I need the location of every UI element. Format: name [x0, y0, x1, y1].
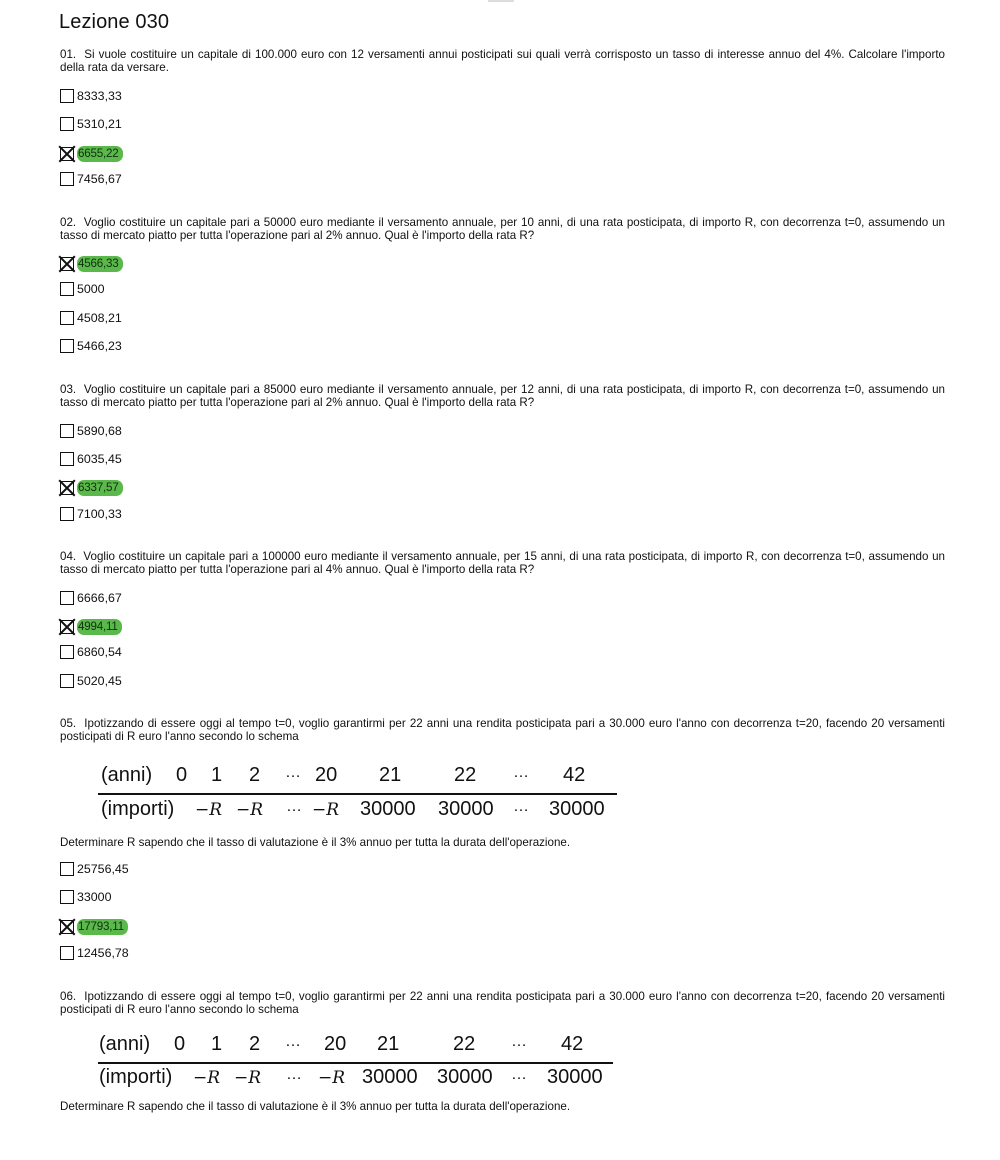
schema-cell: …	[511, 1033, 527, 1050]
question-3-text: 03. Voglio costituire un capitale pari a 85000 euro mediante il versamento annuale, per 12 anni, di una rata posticipata, di importo R, con decorrenza t=0, assumendo un tasso di mercato piatto per tutta l'operazione pari al 2% annuo. Qual è l'importo della rata R?	[60, 383, 945, 409]
schema-cell: 2	[249, 764, 261, 786]
correct-answer-highlight: 17793,11	[77, 919, 128, 935]
question-3-option-4[interactable]: 7100,33	[60, 506, 122, 522]
question-5-instruction: Determinare R sapendo che il tasso di valutazione è il 3% annuo per tutta la durata dell'operazione.	[60, 836, 571, 849]
question-1-option-2[interactable]: 5310,21	[60, 116, 122, 132]
schema-cell: 42	[561, 1033, 584, 1055]
schema-cell: −R	[312, 800, 340, 820]
question-5-option-2[interactable]: 33000	[60, 889, 111, 905]
schema-label: (anni)	[99, 1033, 151, 1055]
question-1-option-1[interactable]: 8333,33	[60, 88, 122, 104]
checkbox[interactable]	[60, 862, 74, 876]
question-2-option-3[interactable]: 4508,21	[60, 310, 122, 326]
question-6-instruction: Determinare R sapendo che il tasso di valutazione è il 3% annuo per tutta la durata dell'operazione.	[60, 1100, 571, 1113]
question-1-option-3[interactable]	[60, 146, 123, 162]
schema-divider	[98, 1062, 613, 1064]
question-4-text: 04. Voglio costituire un capitale pari a 100000 euro mediante il versamento annuale, per 15 anni, di una rata posticipata, di importo R, con decorrenza t=0, assumendo un tasso di mercato piatto per tutta l'operazione pari al 4% annuo. Qual è l'importo della rata R?	[60, 550, 945, 576]
schema-cell: …	[513, 798, 529, 815]
schema-cell: −R	[193, 1068, 221, 1088]
checkbox[interactable]	[60, 591, 74, 605]
top-mark	[488, 0, 514, 2]
question-1-option-4[interactable]: 7456,67	[60, 171, 122, 187]
question-6-text: 06. Ipotizzando di essere oggi al tempo t=0, voglio garantirmi per 22 anni una rendita posticipata pari a 30.000 euro l'anno con decorrenza t=20, facendo 20 versamenti posticipati di R euro l'anno secondo lo schema	[60, 990, 945, 1016]
correct-answer-highlight: 4994,11	[77, 619, 122, 635]
schema-cell: …	[285, 764, 301, 781]
question-2-text: 02. Voglio costituire un capitale pari a 50000 euro mediante il versamento annuale, per 10 anni, di una rata posticipata, di importo R, con decorrenza t=0, assumendo un tasso di mercato piatto per tutta l'operazione pari al 2% annuo. Qual è l'importo della rata R?	[60, 216, 945, 242]
schema-cell: 30000	[360, 798, 416, 820]
question-4-option-1[interactable]: 6666,67	[60, 590, 122, 606]
schema-cell: …	[286, 1066, 302, 1083]
correct-answer-highlight: 6655,22	[77, 146, 123, 162]
checked-checkbox[interactable]	[60, 257, 74, 271]
checkbox[interactable]	[60, 452, 74, 466]
schema-cell: 21	[379, 764, 402, 786]
question-5-text: 05. Ipotizzando di essere oggi al tempo t=0, voglio garantirmi per 22 anni una rendita posticipata pari a 30.000 euro l'anno con decorrenza t=20, facendo 20 versamenti posticipati di R euro l'anno secondo lo schema	[60, 717, 945, 743]
schema-cell: 42	[563, 764, 586, 786]
schema-label: (anni)	[101, 764, 153, 786]
schema-cell: 30000	[547, 1066, 603, 1088]
checkbox[interactable]	[60, 645, 74, 659]
schema-cell: 21	[377, 1033, 400, 1055]
checkbox[interactable]	[60, 890, 74, 904]
checkbox[interactable]	[60, 507, 74, 521]
checkbox[interactable]	[60, 117, 74, 131]
schema-label: (importi)	[101, 798, 175, 820]
question-4-option-2[interactable]	[60, 619, 122, 635]
page-title: Lezione 030	[59, 11, 170, 33]
schema-cell: …	[513, 764, 529, 781]
schema-label: (importi)	[99, 1066, 173, 1088]
checked-checkbox[interactable]	[60, 147, 74, 161]
schema-cell: 30000	[437, 1066, 493, 1088]
schema-cell: …	[286, 798, 302, 815]
checked-checkbox[interactable]	[60, 620, 74, 634]
schema-cell: −R	[318, 1068, 346, 1088]
schema-cell: 22	[453, 1033, 476, 1055]
correct-answer-highlight: 4566,33	[77, 256, 123, 272]
schema-cell: 1	[211, 1033, 223, 1055]
checkbox[interactable]	[60, 674, 74, 688]
question-3-option-3[interactable]	[60, 480, 123, 496]
correct-answer-highlight: 6337,57	[77, 480, 123, 496]
checkbox[interactable]	[60, 339, 74, 353]
schema-cell: 30000	[362, 1066, 418, 1088]
question-1-text: 01. Si vuole costituire un capitale di 100.000 euro con 12 versamenti annui posticipati sui quali verrà corrisposto un tasso di interesse annuo del 4%. Calcolare l'importo della rata da versare.	[60, 48, 945, 74]
checkbox[interactable]	[60, 172, 74, 186]
question-5-option-4[interactable]: 12456,78	[60, 945, 129, 961]
question-3-option-1[interactable]: 5890,68	[60, 423, 122, 439]
schema-cell: −R	[234, 1068, 262, 1088]
question-2-option-2[interactable]: 5000	[60, 281, 105, 297]
question-5-option-1[interactable]: 25756,45	[60, 861, 129, 877]
checkbox[interactable]	[60, 282, 74, 296]
schema-cell: 30000	[438, 798, 494, 820]
checkbox[interactable]	[60, 424, 74, 438]
checkbox[interactable]	[60, 89, 74, 103]
checked-checkbox[interactable]	[60, 481, 74, 495]
payment-schema-2	[98, 1029, 618, 1097]
schema-cell: −R	[195, 800, 223, 820]
schema-cell: …	[285, 1033, 301, 1050]
schema-divider	[98, 793, 617, 795]
question-2-option-4[interactable]: 5466,23	[60, 338, 122, 354]
checkbox[interactable]	[60, 946, 74, 960]
schema-cell: 20	[324, 1033, 347, 1055]
schema-cell: 0	[176, 764, 188, 786]
schema-cell: 30000	[549, 798, 605, 820]
checkbox[interactable]	[60, 311, 74, 325]
payment-schema	[98, 760, 618, 828]
question-3-option-2[interactable]: 6035,45	[60, 451, 122, 467]
question-2-option-1[interactable]	[60, 256, 123, 272]
question-4-option-3[interactable]: 6860,54	[60, 644, 122, 660]
question-5-option-3[interactable]	[60, 919, 128, 935]
schema-cell: 20	[315, 764, 338, 786]
schema-cell: 1	[211, 764, 223, 786]
schema-cell: 0	[174, 1033, 186, 1055]
schema-cell: 22	[454, 764, 477, 786]
question-4-option-4[interactable]: 5020,45	[60, 673, 122, 689]
schema-cell: …	[511, 1066, 527, 1083]
schema-cell: −R	[236, 800, 264, 820]
schema-cell: 2	[249, 1033, 261, 1055]
checked-checkbox[interactable]	[60, 920, 74, 934]
